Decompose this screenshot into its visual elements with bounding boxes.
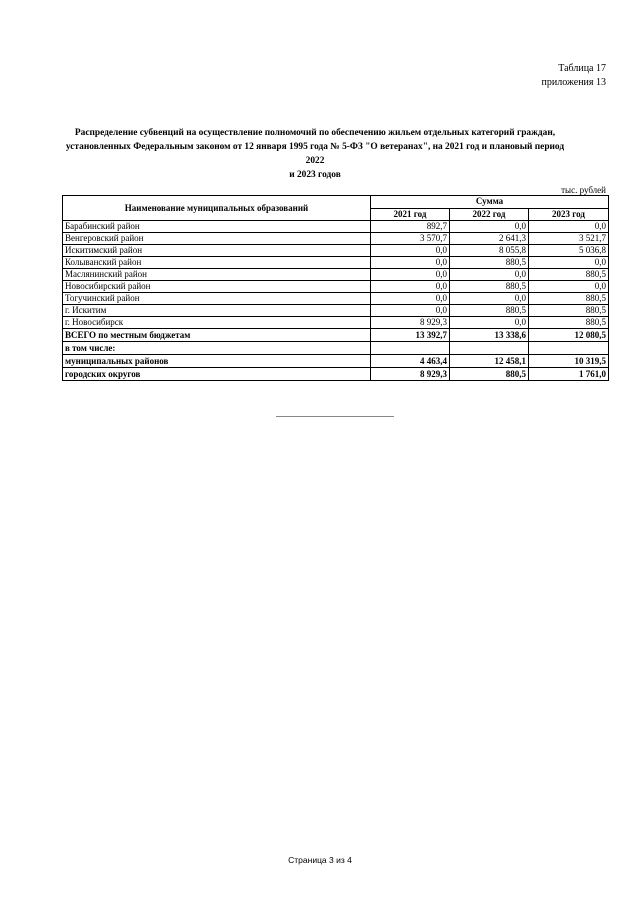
table-row: [63, 245, 609, 257]
value-2021: 3 570,7: [371, 233, 450, 245]
value-2021: 0,0: [371, 293, 450, 305]
table-caption: [542, 62, 606, 90]
empty-cell: [529, 342, 609, 355]
value-2023: 0,0: [529, 281, 609, 293]
row-name: Новосибирский район: [63, 281, 371, 293]
including-label: в том числе:: [63, 342, 371, 355]
value-2021: 0,0: [371, 245, 450, 257]
value-2021: 8 929,3: [371, 317, 450, 329]
appendix-label: приложения 13: [541, 77, 606, 88]
empty-cell: [371, 342, 450, 355]
title-line-3: и 2023 годов: [289, 170, 341, 180]
subsidy-table: [62, 195, 609, 381]
table-row: [63, 233, 609, 245]
row-name: г. Искитим: [63, 305, 371, 317]
subtotal-row: [63, 355, 609, 368]
value-2022: 880,5: [450, 281, 529, 293]
subtotal-2022: 12 458,1: [450, 355, 529, 368]
row-name: Тогучинский район: [63, 293, 371, 305]
value-2022: 8 055,8: [450, 245, 529, 257]
value-2022: 0,0: [450, 293, 529, 305]
value-2023: 0,0: [529, 221, 609, 233]
value-2021: 0,0: [371, 269, 450, 281]
value-2023: 5 036,8: [529, 245, 609, 257]
table-row: [63, 269, 609, 281]
subtotal-2021: 8 929,3: [371, 368, 450, 381]
row-name: Маслянинский район: [63, 269, 371, 281]
subtotal-2023: 1 761,0: [529, 368, 609, 381]
title-line-1: Распределение субвенций на осуществление полномочий по обеспечению жильем отдельных категорий граждан,: [74, 128, 556, 138]
value-2023: 880,5: [529, 293, 609, 305]
subtotal-2021: 4 463,4: [371, 355, 450, 368]
divider-line: [276, 416, 394, 417]
total-2023: 12 080,5: [529, 329, 609, 342]
table-row: [63, 221, 609, 233]
table-row: [63, 293, 609, 305]
year-2023-header: 2023 год: [529, 208, 609, 221]
title-line-2: установленных Федеральным законом от 12 января 1995 года № 5-ФЗ "О ветеранах", на 2021 год и плановый период 2022: [65, 142, 565, 166]
document-title: [60, 126, 570, 182]
value-2022: 880,5: [450, 305, 529, 317]
total-label: ВСЕГО по местным бюджетам: [63, 329, 371, 342]
value-2023: 880,5: [529, 269, 609, 281]
total-2022: 13 338,6: [450, 329, 529, 342]
value-2021: 892,7: [371, 221, 450, 233]
year-2021-header: 2021 год: [371, 208, 450, 221]
subtotal-2022: 880,5: [450, 368, 529, 381]
value-2022: 0,0: [450, 221, 529, 233]
row-name: г. Новосибирск: [63, 317, 371, 329]
row-name: Искитимский район: [63, 245, 371, 257]
row-name: Барабинский район: [63, 221, 371, 233]
value-2022: 0,0: [450, 269, 529, 281]
sum-column-header: Сумма: [371, 196, 609, 209]
empty-cell: [450, 342, 529, 355]
value-2022: 880,5: [450, 257, 529, 269]
value-2021: 0,0: [371, 305, 450, 317]
subtotal-label: городских округов: [63, 368, 371, 381]
value-2023: 0,0: [529, 257, 609, 269]
value-2021: 0,0: [371, 281, 450, 293]
subtotal-2023: 10 319,5: [529, 355, 609, 368]
total-row: [63, 329, 609, 342]
table-number-label: Таблица 17: [558, 63, 606, 74]
subtotal-label: муниципальных районов: [63, 355, 371, 368]
row-name: Колыванский район: [63, 257, 371, 269]
value-2023: 880,5: [529, 317, 609, 329]
value-2021: 0,0: [371, 257, 450, 269]
units-label: тыс. рублей: [561, 185, 606, 195]
page-number: Страница 3 из 4: [288, 855, 352, 865]
including-row: [63, 342, 609, 355]
municipality-column-header: Наименование муниципальных образований: [63, 196, 371, 221]
value-2023: 880,5: [529, 305, 609, 317]
value-2022: 2 641,3: [450, 233, 529, 245]
table-row: [63, 317, 609, 329]
table-row: [63, 257, 609, 269]
table-row: [63, 305, 609, 317]
year-2022-header: 2022 год: [450, 208, 529, 221]
value-2023: 3 521,7: [529, 233, 609, 245]
row-name: Венгеровский район: [63, 233, 371, 245]
value-2022: 0,0: [450, 317, 529, 329]
subtotal-row: [63, 368, 609, 381]
table-row: [63, 281, 609, 293]
total-2021: 13 392,7: [371, 329, 450, 342]
